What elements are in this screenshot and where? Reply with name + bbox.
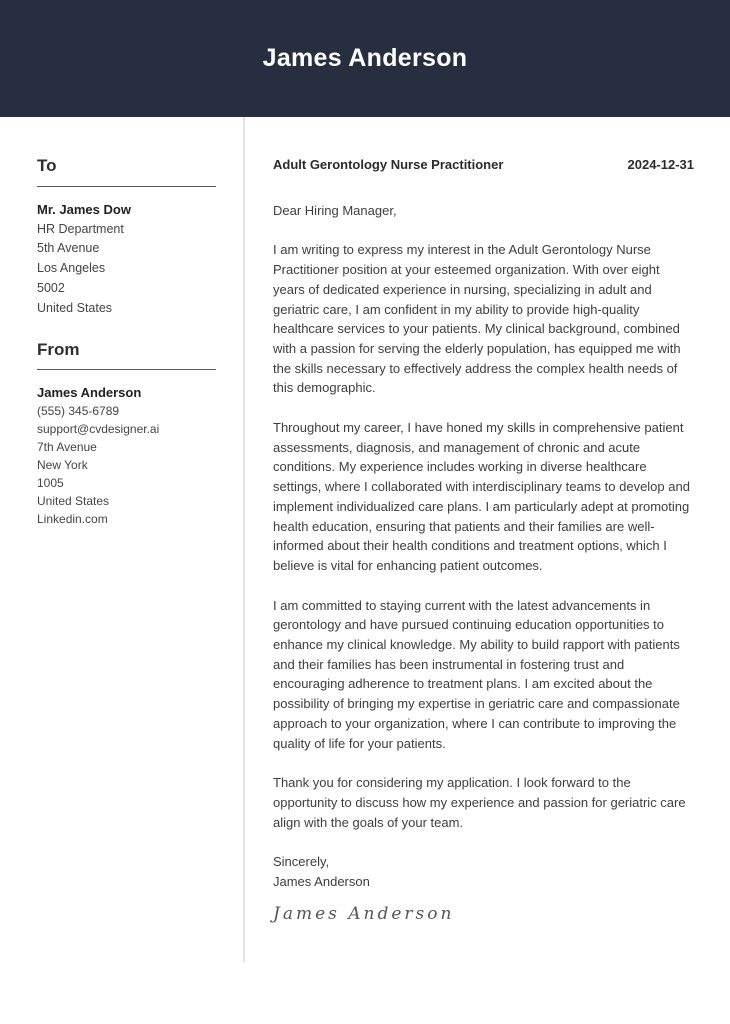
to-section — [37, 157, 216, 318]
recipient-city: Los Angeles — [37, 261, 106, 276]
sender-zip: 1005 — [37, 476, 64, 491]
job-title: Adult Gerontology Nurse Practitioner — [273, 157, 504, 172]
letter-body — [273, 201, 694, 833]
letter-main — [245, 117, 730, 962]
paragraph-4: Thank you for considering my application. I look forward to the opportunity to discuss how my experience and passion for geriatric care align with the goals of your team. — [273, 775, 686, 830]
closing-word: Sincerely, — [273, 854, 330, 870]
sender-city: New York — [37, 458, 88, 473]
recipient-street: 5th Avenue — [37, 241, 100, 256]
recipient-country: United States — [37, 300, 113, 315]
sender-address — [37, 383, 216, 528]
sender-country: United States — [37, 494, 110, 509]
page-header — [0, 0, 730, 117]
from-divider — [37, 369, 216, 370]
sender-street: 7th Avenue — [37, 440, 97, 455]
signature-script: James Anderson — [273, 903, 455, 924]
to-heading: To — [37, 156, 57, 175]
sender-phone: (555) 345-6789 — [37, 404, 120, 419]
sender-email: support@cvdesigner.ai — [37, 422, 160, 437]
closing-name: James Anderson — [273, 874, 370, 890]
sender-name: James Anderson — [37, 385, 142, 401]
content-area — [0, 117, 730, 962]
recipient-name: Mr. James Dow — [37, 202, 131, 217]
from-section — [37, 341, 216, 528]
recipient-address — [37, 200, 216, 318]
paragraph-1: I am writing to express my interest in the Adult Gerontology Nurse Practitioner position at your esteemed organization. With over eight years of dedicated experience in nursing, specializing in adult and geriatric care, I am confident in my ability to provide high-quality healthcare services to your patients. My clinical background, combined with a passion for serving the elderly population, has equipped me with the skills necessary to effectively address the complex health needs of this demographic. — [273, 242, 681, 396]
from-heading: From — [37, 340, 80, 360]
to-divider — [37, 186, 216, 187]
recipient-zip: 5002 — [37, 280, 65, 295]
sidebar — [0, 117, 245, 962]
sender-linkedin: Linkedin.com — [37, 512, 108, 527]
page-title: James Anderson — [262, 44, 468, 72]
recipient-department: HR Department — [37, 221, 124, 236]
letter-date: 2024-12-31 — [627, 157, 694, 172]
salutation: Dear Hiring Manager, — [273, 202, 397, 218]
closing-block — [273, 852, 694, 891]
paragraph-2: Throughout my career, I have honed my skills in comprehensive patient assessments, diagnosis, and management of chronic and acute conditions. My experience includes working in diverse healthcare settings, where I collaborated with interdisciplinary teams to develop and implement individualized care plans. I am particularly adept at promoting health education, ensuring that patients and their families are well-informed about their health conditions and treatment options, which I believe is vital for enhancing patient outcomes. — [273, 420, 690, 573]
paragraph-3: I am committed to staying current with the latest advancements in gerontology and have pursued continuing education opportunities to enhance my clinical knowledge. My ability to build rapport with patients and their families has been instrumental in fostering trust and encouraging adherence to treatment plans. I am excited about the possibility of bringing my expertise in geriatric care and compassionate approach to your organization, where I can contribute to improving the quality of life for your patients. — [273, 597, 680, 751]
letter-title-row — [273, 155, 694, 175]
